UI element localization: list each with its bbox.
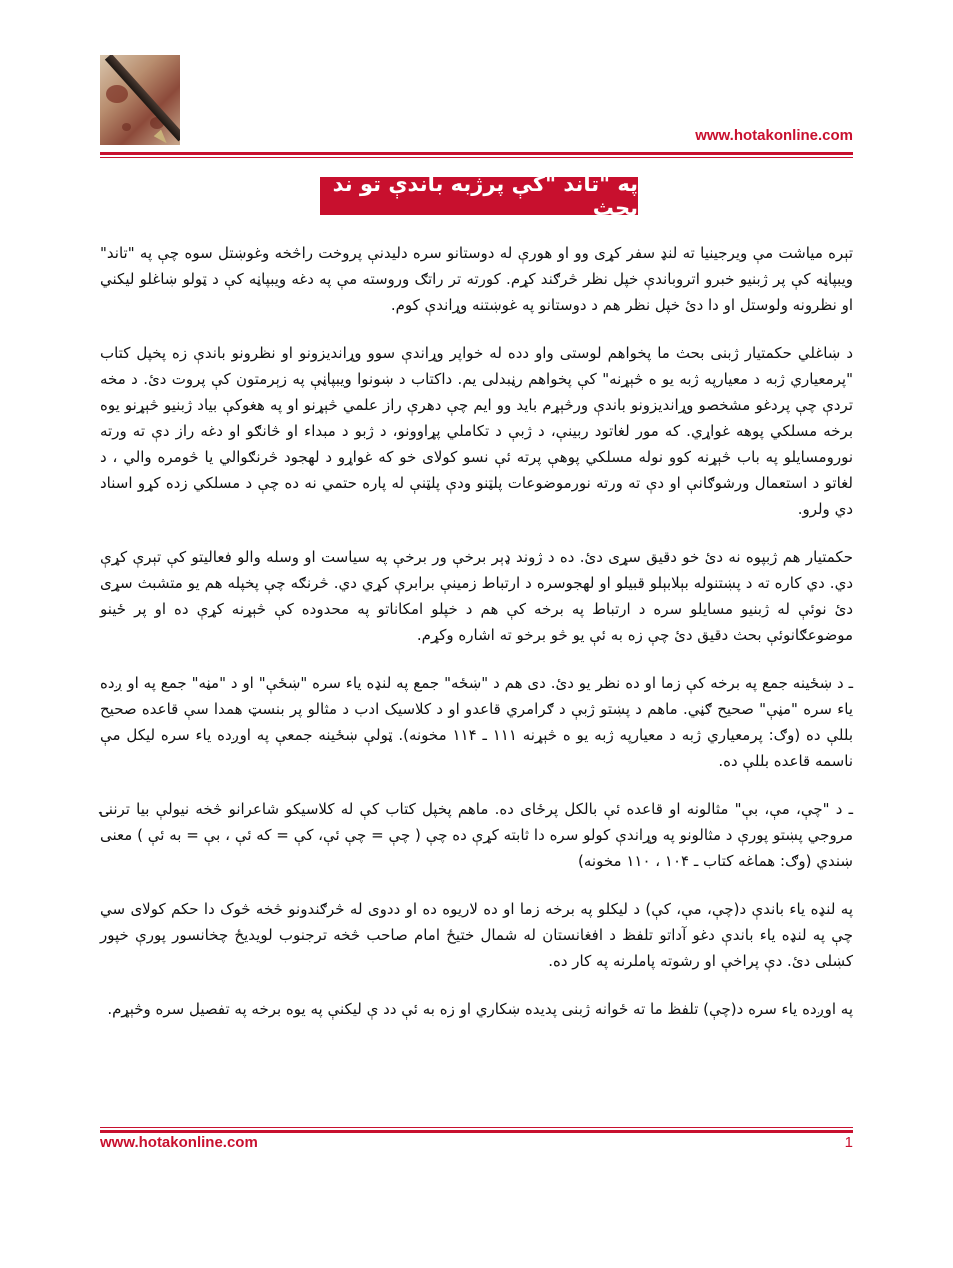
ink-stain-decoration [106, 85, 128, 103]
header-divider-thin [100, 157, 853, 158]
article-body [100, 240, 853, 1044]
header-url[interactable]: www.hotakonline.com [695, 127, 853, 144]
pen-nib-icon [154, 129, 171, 145]
footer-divider [100, 1130, 853, 1133]
paragraph: تېره میاشت مې ويرجينيا ته لنډ سفر کړی وو او هورې له دوستانو سره دليدنې پروخت راڅخه وغوښتل سوه چې په "تاند" ويبپاڼه کې پر ژبنيو خبرو اتروباندې خپل نظر څرګند کړم. کورته تر راتګ وروسته مې په دغه ويبپاڼه کې د ټولو ښاغلو ليکني او نظرونه ولوستل او دا دئ خپل نظر هم د دوستانو په غوښتنه وړاندې کوم. [100, 244, 853, 314]
paragraph: ـ د ښځينه جمع په برخه کې زما او ده نظر يو دئ. دی هم د "ښځه" جمع په لنډه ياء سره "ښځې" او د "مڼه" جمع په او ږده ياء سره "مڼې" صحيح ګڼي. ماهم د پښتو ژبې د ګرامري قاعدو او د کلاسيک ادب د مثالو پر بنسټ همدا سې قاعده صحيح بللې ده (وګ: پرمعياري ژبه د معيارپه ژبه يو ه څېړنه ۱۱۱ ـ ۱۱۴ مخونه). ټولې ښځينه جمعې په اوږده ياء سره ليکل مې ناسمه قاعده بللې ده. [100, 674, 853, 770]
header-logo [100, 55, 180, 145]
paragraph: په اوږده ياء سره د(چې) تلفظ ما ته ځوانه ژبنی پديده ښکاري او زه به ئې دد ې ليکنې په يوه برخه په تفصيل سره وڅېړم. [107, 1000, 853, 1018]
footer-divider-thin [100, 1127, 853, 1128]
ink-stain-decoration [122, 123, 131, 131]
paragraph: په لنډه ياء باندې د(چې، مې، کې) د ليکلو په برخه زما او ده لاريوه ده او ددوی له څرګندونو څخه څوک دا حکم کولای سي چې په لنډه ياء باندې دغو آداتو تلفظ د افغانستان له شمال ختيځ امام صاحب څخه ترجنوب لويديځ چخانسور پورې خپور کښلی دئ. دې پراخې او رشوته پاملرنه په کار ده. [100, 900, 853, 970]
page-number: 1 [844, 1134, 853, 1151]
header-divider [100, 152, 853, 155]
paragraph: حکمتيار هم ژبپوه نه دئ خو دقيق سړی دئ. ده د ژوند ډېر برخې ور برخې په سياست او وسله والو فعاليتو کې تېرې کړې دي. دي کاره ته د پښتنوله بېلابېلو قبيلو او لهجوسره د ارتباط زمينې برابرې کړي دي. څرنګه چې پخپله هم يو متشبث سړی دئ نوئې له ژبنيو مسايلو سره د ارتباط په برخه کې هم د خپلو امکاناتو په محدوده کې څېړنه کړې ده او پر ځينو موضوعګانوئې بحث دقيق دئ چې زه به ئې يو څو برخو ته اشاره وکړم. [100, 548, 853, 644]
footer-url[interactable]: www.hotakonline.com [100, 1134, 258, 1151]
document-title: په "تاند "کې پرژبه باندې تو ند بحث [320, 177, 638, 215]
paragraph: د ښاغلي حکمتيار ژبنی بحث ما پخواهم لوستی واو دده له خواپر وړاندې سوو وړانديزونو او نظرونو باندې زه پخپل کتاب "پرمعياري ژبه د معيارپه ژبه يو ه څېړنه" کې پخواهم رڼبدلی يم. داکتاب د ښونوا ويبپاڼې په زېرمتون کې پروت دئ. د مخه تردې چې پردغو مشخصو وړانديزونو باندې ورڅېړم بايد وو ايم چې دهرې راز علمي څېړنو او په هغوکې بياد ژبنيو څېړنو يوه برخه مسلکي پوهه غواړي. که مور لغاتود ربينې، د ژبې د تکاملي پړاوونو، د ژبو د مبداء او څانګو او دغه راز دې ته ورته نورومسايلو په باب څېړنه کوو نوله مسلکي پوهې پرته ئې نسو کولای خو که غواړو د لهجود څرنګوالي يا څومره والي ، د لغاتو د استعمال ورشوګانې او دې ته ورته نورموضوعات پلټنو ودې پلټنې له پاره حتمي نه ده چې د مسلکي زده کړو اسناد دي ولرو. [100, 344, 853, 518]
paragraph: ـ د "چې، مې، بې" مثالونه او قاعده ئې بالکل پرځای ده. ماهم پخپل کتاب کې له کلاسيکو شاعرانو څخه نيولې بيا ترننۍ مروجي پښتو پورې د مثالونو په وړاندې کولو سره دا ثابته کړې ده چې ( چې = چې ئې، کې = که ئې ، بې = به ئې ) معنی ښندي (وګ: هماغه کتاب ـ ۱۰۴ ، ۱۱۰ مخونه) [100, 800, 853, 870]
